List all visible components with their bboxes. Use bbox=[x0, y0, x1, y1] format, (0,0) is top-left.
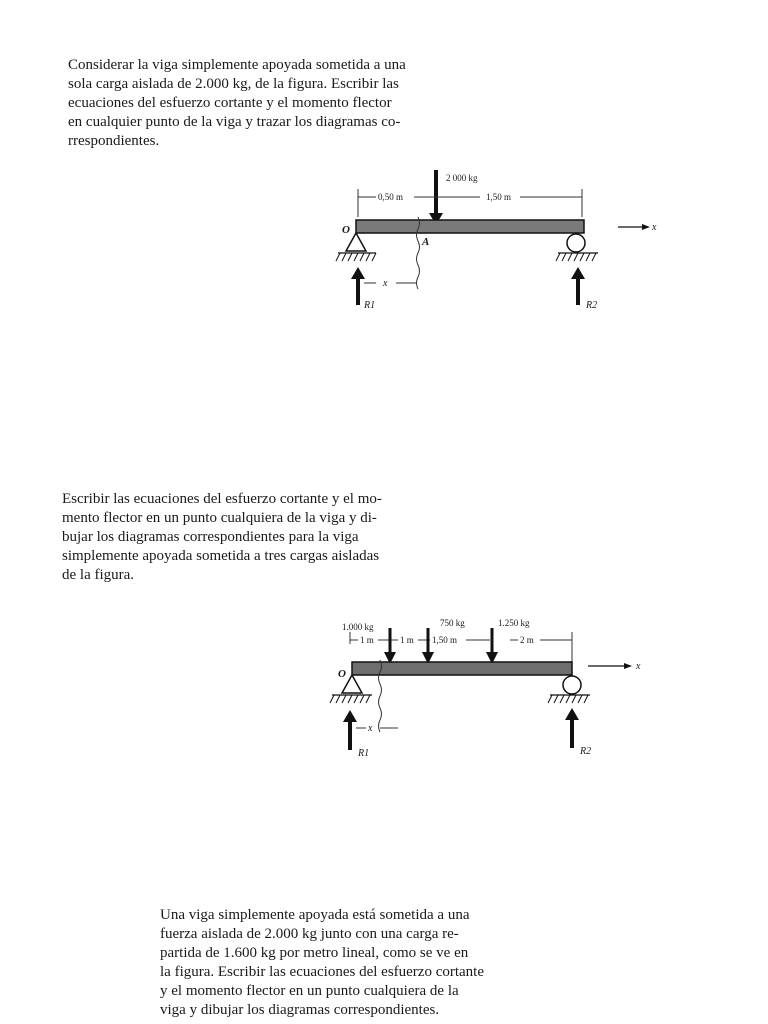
problem-1-line: ecuaciones del esfuerzo cortante y el momento flector bbox=[68, 95, 392, 111]
load-3-label: 1.250 kg bbox=[498, 618, 530, 628]
problem-2-statement bbox=[62, 490, 444, 585]
load-1-label: 1.000 kg bbox=[342, 622, 374, 632]
dim-4-label: 2 m bbox=[520, 635, 534, 645]
x-distance-label: x bbox=[368, 723, 373, 734]
x-distance-label: x bbox=[383, 278, 388, 289]
problem-3-line: viga y dibujar los diagramas correspondientes. bbox=[160, 1002, 440, 1018]
dim-2-label: 1 m bbox=[400, 635, 414, 645]
problem-2-line: Escribir las ecuaciones del esfuerzo cortante y el mo- bbox=[62, 491, 382, 507]
origin-label: O bbox=[342, 224, 350, 236]
ground-hatch bbox=[330, 695, 370, 703]
reaction-r1-label: R1 bbox=[364, 300, 376, 311]
problem-3-line: fuerza aislada de 2.000 kg junto con una carga re- bbox=[160, 926, 459, 942]
problem-1-line: en cualquier punto de la viga y trazar los diagramas co- bbox=[68, 114, 401, 130]
problem-1-line: Considerar la viga simplemente apoyada sometida a una bbox=[68, 57, 406, 73]
origin-label: O bbox=[338, 668, 346, 680]
roller-support bbox=[567, 234, 585, 252]
problem-3-line: Una viga simplemente apoyada está sometida a una bbox=[160, 907, 470, 923]
problem-2-line: simplemente apoyada sometida a tres cargas aisladas bbox=[62, 548, 380, 564]
reaction-r2-head bbox=[571, 267, 585, 279]
dim-left-label: 0,50 m bbox=[378, 192, 404, 202]
point-label: A bbox=[422, 236, 430, 248]
problem-1-line: rrespondientes. bbox=[68, 133, 160, 149]
x-axis-label: x bbox=[652, 222, 657, 233]
problem-3-line: y el momento flector en un punto cualquiera de la bbox=[160, 983, 459, 999]
figure-2-beam-diagram bbox=[320, 610, 660, 760]
x-axis-label: x bbox=[636, 661, 641, 672]
problem-3-line: partida de 1.600 kg por metro lineal, como se ve en bbox=[160, 945, 469, 961]
problem-1-line: sola carga aislada de 2.000 kg, de la figura. Escribir las bbox=[68, 76, 399, 92]
problem-1-statement bbox=[68, 56, 468, 151]
problem-3-line: la figura. Escribir las ecuaciones del esfuerzo cortante bbox=[160, 964, 485, 980]
x-axis-arrow-head bbox=[624, 663, 632, 669]
reaction-r1-head bbox=[351, 267, 365, 279]
roller-support bbox=[563, 676, 581, 694]
dim-right-label: 1,50 m bbox=[486, 192, 512, 202]
beam bbox=[356, 220, 584, 233]
x-axis-arrow-head bbox=[642, 224, 650, 230]
ground-hatch bbox=[548, 695, 588, 703]
problem-2-line: de la figura. bbox=[62, 567, 135, 583]
problem-2-line: bujar los diagramas correspondientes para la viga bbox=[62, 529, 359, 545]
dim-3-label: 1,50 m bbox=[432, 635, 458, 645]
problem-3-statement bbox=[160, 906, 522, 1020]
problem-2-line: mento flector en un punto cualquiera de la viga y di- bbox=[62, 510, 377, 526]
reaction-r2-label: R2 bbox=[586, 300, 598, 311]
dim-1-label: 1 m bbox=[360, 635, 374, 645]
reaction-r1-head bbox=[343, 710, 357, 722]
beam bbox=[352, 662, 572, 675]
reaction-r2-label: R2 bbox=[580, 746, 592, 757]
figure-1-beam-diagram bbox=[320, 165, 660, 315]
load-label: 2 000 kg bbox=[446, 173, 478, 183]
ground-hatch bbox=[336, 253, 376, 261]
ground-hatch bbox=[556, 253, 596, 261]
load-2-label: 750 kg bbox=[440, 618, 465, 628]
reaction-r1-label: R1 bbox=[358, 748, 370, 759]
reaction-r2-head bbox=[565, 708, 579, 720]
